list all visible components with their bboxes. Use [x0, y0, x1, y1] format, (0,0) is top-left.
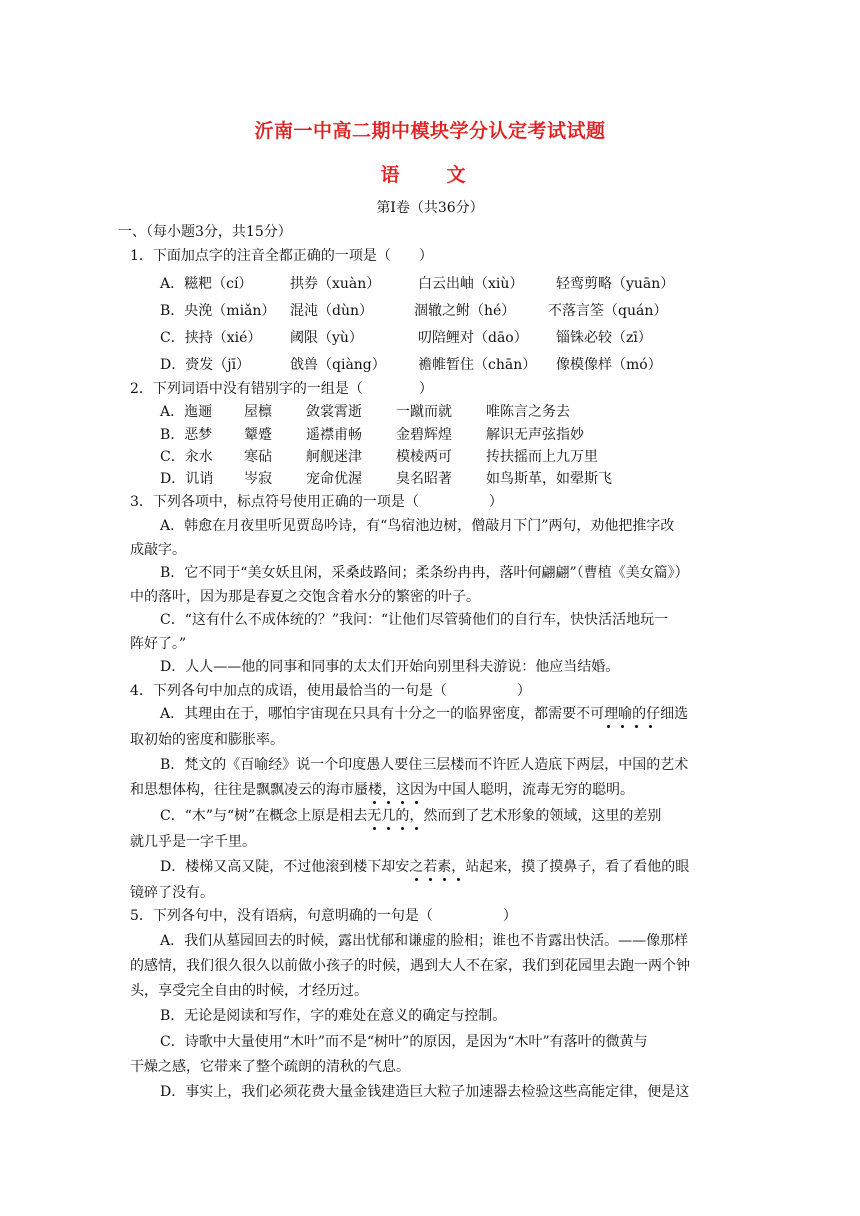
q4-option-d-line1: D．楼梯又高又陡，不过他滚到楼下却安之若素，站起来，摸了摸鼻子，看了看他的眼 — [160, 859, 690, 875]
q2-stem: 2．下列词语中没有错别字的一组是（ ） — [130, 381, 433, 397]
option-cell: 模棱两可 — [396, 449, 452, 465]
q4-option-c-line2: 就几乎是一字千里。 — [130, 834, 256, 850]
option-cell: 臭名昭著 — [396, 471, 452, 487]
option-cell: 解识无声弦指妙 — [486, 427, 584, 443]
option-cell: 戗兽（qiàng） — [290, 357, 386, 373]
option-cell: 宠命优渥 — [306, 471, 362, 487]
q5-option-a-line3: 头，享受完全自由的时候，才经历过。 — [130, 983, 368, 999]
q3-stem: 3．下列各项中，标点符号使用正确的一项是（ ） — [130, 494, 503, 510]
subject-title: 语 文 — [380, 164, 480, 186]
q5-option-a-line2: 的感情，我们很久很久以前做小孩子的时候，遇到大人不在家，我们到花园里去跑一两个钟 — [130, 958, 690, 974]
exam-title: 沂南一中高二期中模块学分认定考试试题 — [254, 120, 606, 142]
q5-option-a-line1: A．我们从墓园回去的时候，露出忧郁和谦虚的脸相；谁也不肯露出快活。——像那样 — [160, 933, 689, 949]
option-cell: 敛裳霄逝 — [306, 404, 362, 420]
option-cell: 混沌（dùn） — [290, 303, 373, 319]
option-cell: 拱券（xuàn） — [290, 276, 381, 292]
option-cell: 岑寂 — [244, 471, 272, 487]
q4-option-a-line1: A．其理由在于，哪怕宇宙现在只具有十分之一的临界密度，都需要不可理喻的仔细选 — [160, 706, 689, 722]
q5-option-d-line1: D．事实上，我们必须花费大量金钱建造巨大粒子加速器去检验这些高能定律，便是这 — [160, 1084, 690, 1100]
q5-option-b-line1: B．无论是阅读和写作，字的难处在意义的确定与控制。 — [160, 1008, 507, 1024]
option-cell: B．央浼（miǎn） — [160, 303, 276, 319]
q3-option-a-line1: A．韩愈在月夜里听见贾岛吟诗，有“鸟宿池边树，僧敲月下门”两句，劝他把推字改 — [160, 518, 675, 534]
option-cell: 涸辙之鲋（hé） — [414, 303, 516, 319]
option-cell: 不落言筌（quán） — [548, 303, 668, 319]
option-cell: 襜帷暂住（chān） — [418, 357, 537, 373]
option-cell: 叨陪鲤对（dāo） — [418, 330, 528, 346]
q3-option-b-line2: 中的落叶，因为那是春夏之交饱含着水分的繁密的叶子。 — [130, 589, 480, 605]
volume-heading: 第Ⅰ卷（共36分） — [376, 200, 484, 216]
option-cell: 轻鸾剪略（yuān） — [556, 276, 675, 292]
option-cell: D．赍发（jī） — [160, 357, 251, 373]
option-cell: 金碧辉煌 — [396, 427, 452, 443]
q5-stem: 5．下列各句中，没有语病，句意明确的一句是（ ） — [130, 908, 517, 924]
option-cell: 阈限（yù） — [290, 330, 363, 346]
option-cell: 寒砧 — [244, 449, 272, 465]
option-cell: 抟扶摇而上九万里 — [486, 449, 598, 465]
option-cell: 遥襟甫畅 — [306, 427, 362, 443]
option-cell: 白云出岫（xiù） — [418, 276, 524, 292]
option-cell: D．讥诮 — [160, 471, 214, 487]
option-cell: C．挟持（xié） — [160, 330, 262, 346]
q5-option-c-line1: C．诗歌中大量使用“木叶”而不是“树叶”的原因，是因为“木叶”有落叶的微黄与 — [160, 1034, 648, 1050]
q4-option-b-line2: 和思想体构，往往是飘飘凌云的海市蜃楼，这因为中国人聪明，流毒无穷的聪明。 — [130, 782, 634, 798]
q1-stem: 1．下面加点字的注音全都正确的一项是（ ） — [130, 248, 433, 264]
option-cell: 颦蹙 — [244, 427, 272, 443]
q4-option-b-line1: B．梵文的《百喻经》说一个印度愚人要住三层楼而不许匠人造底下两层，中国的艺术 — [160, 757, 689, 773]
section-heading: 一、（每小题3分，共15分） — [118, 224, 292, 240]
option-cell: B．恶梦 — [160, 427, 213, 443]
q4-option-a-line2: 取初始的密度和膨胀率。 — [130, 732, 284, 748]
option-cell: C．汆水 — [160, 449, 213, 465]
option-cell: 像模像样（mó） — [556, 357, 662, 373]
q3-option-a-line2: 成敲字。 — [130, 542, 186, 558]
q3-option-b-line1: B．它不同于“美女妖且闲，采桑歧路间；柔条纷冉冉，落叶何翩翩”（曹植《美女篇》） — [160, 565, 689, 581]
option-cell: 锱铢必较（zī） — [556, 330, 652, 346]
q3-option-c-line2: 阵好了。” — [130, 636, 187, 652]
option-cell: 一蹴而就 — [396, 404, 452, 420]
q4-stem: 4．下列各句中加点的成语，使用最恰当的一句是（ ） — [130, 683, 531, 699]
option-cell: 如鸟斯革，如翚斯飞 — [486, 471, 612, 487]
q3-option-d-line1: D．人人——他的同事和同事的太太们开始向别里科夫游说：他应当结婚。 — [160, 659, 620, 675]
q5-option-c-line2: 干燥之感，它带来了整个疏朗的清秋的气息。 — [130, 1059, 410, 1075]
option-cell: 唯陈言之务去 — [486, 404, 570, 420]
q4-option-c-line1: C．“木”与“树”在概念上原是相去无几的，然而到了艺术形象的领域，这里的差别 — [160, 808, 662, 824]
q3-option-c-line1: C．“这有什么不成体统的？”我问：“让他们尽管骑他们的自行车，快快活活地玩一 — [160, 612, 669, 628]
option-cell: A．迤逦 — [160, 404, 213, 420]
option-cell: 舸舰迷津 — [306, 449, 362, 465]
option-cell: 屋檩 — [244, 404, 272, 420]
q4-option-d-line2: 镜碎了没有。 — [130, 885, 214, 901]
option-cell: A．糍粑（cí） — [160, 276, 253, 292]
